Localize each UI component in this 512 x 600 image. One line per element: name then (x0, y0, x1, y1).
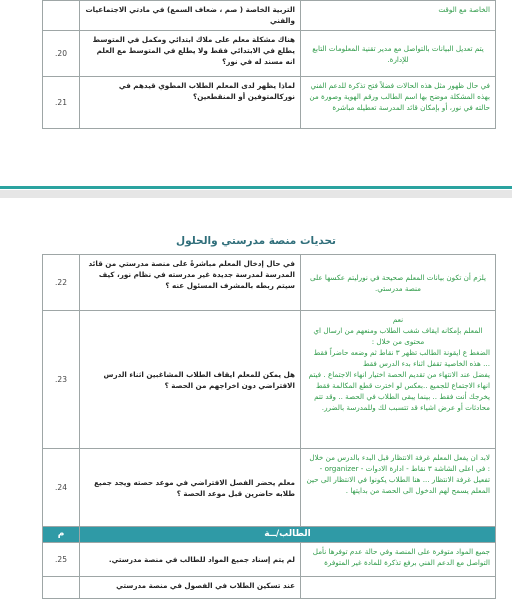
question-cell: هناك مشكلة معلم على ملاك ابتدائي ومكمل في المتوسط يطلع في الابتدائي فقط ولا يطلع في المتوسط مع العلم انه مسند له في نور؟ (80, 31, 301, 77)
row-number: 21. (43, 77, 80, 129)
row-number: 25. (43, 543, 80, 577)
page-current (0, 198, 512, 600)
answer-cell: يلزم أن تكون بيانات المعلم صحيحة في نورليتم عكسها على منصة مدرستي. (301, 255, 496, 311)
section-title: تحديات منصة مدرستي والحلول (176, 235, 336, 247)
question-cell: لماذا يظهر لدى المعلم الطلاب المطوي قيدهم في نوركالمتوفين أو المنقطعين؟ (80, 77, 301, 129)
question-cell: لم يتم إسناد جميع المواد للطالب في منصة مدرستي. (80, 543, 301, 577)
table-row (43, 449, 496, 527)
table-row (43, 31, 496, 77)
answer-cell (301, 577, 496, 599)
answer-line: الضغط ع ايقونة الطالب تظهر ٣ نقاط ثم وضعه حاضراً فقط ... هذه الخاصية تقفل اثناء بدء الدرس فقط (313, 348, 490, 368)
row-number (43, 577, 80, 599)
question-cell: عند تسكين الطلاب في الفصول في منصة مدرستي (80, 577, 301, 599)
table-row (43, 577, 496, 599)
answer-cell (301, 311, 496, 449)
faq-table-previous (42, 0, 496, 129)
answer-line: نعم (392, 315, 404, 324)
row-number: 22. (43, 255, 80, 311)
table-row (43, 255, 496, 311)
answer-line: يفضل عند الانتهاء من تقديم الحصة اختيار انهاء الاجتماع . فيتم انهاء الاجتماع للجميع ..بعكس لو اخترت قطع المكالمة فقط يخرجك أنت فقط .. بينما يبقى الطلاب في الحصة .. وقد تتم محادثات أو عرض اشياء قد تتسبب لك وللمدرسة بالضرر. (308, 370, 490, 412)
question-cell: في حال إدخال المعلم مباشرةً على منصة مدرستي من قائد المدرسة لمدرسة جديدة غير مدرسته في نظام نور، كيف سيتم ربطه بالمشرف المسئول عنه ؟ (80, 255, 301, 311)
question-cell: التربية الخاصة ( صم ، ضعاف السمع) في مادتي الاجتماعيات والفني (80, 1, 301, 31)
answer-cell: لابد ان يفعل المعلم غرفة الانتظار قبل البدء بالدرس من خلال : في اعلى الشاشة ٣ نقاط - ادارة الادوات - organizer - تفعيل غرفة الانتظار ... هنا الطلاب يكونوا في الانتظار الى حين المعلم يسمح لهم الدخول الى الحصة من بدايتها . (301, 449, 496, 527)
answer-cell: جميع المواد متوفرة على المنصة وفي حالة عدم توفرها نأمل التواصل مع الدعم الفني برفع تذكرة للمادة غير المتوفرة (301, 543, 496, 577)
row-number: 20. (43, 31, 80, 77)
row-number: 24. (43, 449, 80, 527)
section-header-row (43, 527, 496, 543)
table-row (43, 1, 496, 31)
row-number: 23. (43, 311, 80, 449)
page-gap (0, 190, 512, 198)
page-footer-line (0, 186, 512, 189)
answer-cell: في حال ظهور مثل هذه الحالات فضلاً فتح تذكرة للدعم الفني بهذه المشكلة موضح بها اسم الطالب ورقم الهوية وصورة من حالته في نور، أو بإمكان قائد المدرسة تعطيله مباشرة (301, 77, 496, 129)
row-number (43, 1, 80, 31)
answer-cell: يتم تعديل البيانات بالتواصل مع مدير تقنية المعلومات التابع للإدارة. (301, 31, 496, 77)
table-row (43, 77, 496, 129)
question-cell: هل يمكن للمعلم ايقاف الطلاب المشاغبين اثناء الدرس الافتراضي دون اخراجهم من الحصة ؟ (80, 311, 301, 449)
page-previous (0, 0, 512, 190)
section-header-number-label: م (43, 527, 80, 543)
question-cell: معلم يحضر الفصل الافتراضي في موعد حصته ويجد جميع طلابه حاضرين قبل موعد الحصة ؟ (80, 449, 301, 527)
answer-line: المعلم بإمكانه ايقاف شغب الطلاب ومنعهم من ارسال اي محتوى من خلال : (313, 326, 483, 346)
faq-table (42, 254, 496, 599)
table-row (43, 543, 496, 577)
table-row (43, 311, 496, 449)
answer-cell: الخاصة مع الوقت (301, 1, 496, 31)
section-header-title: الطالب/ــة (80, 527, 496, 543)
